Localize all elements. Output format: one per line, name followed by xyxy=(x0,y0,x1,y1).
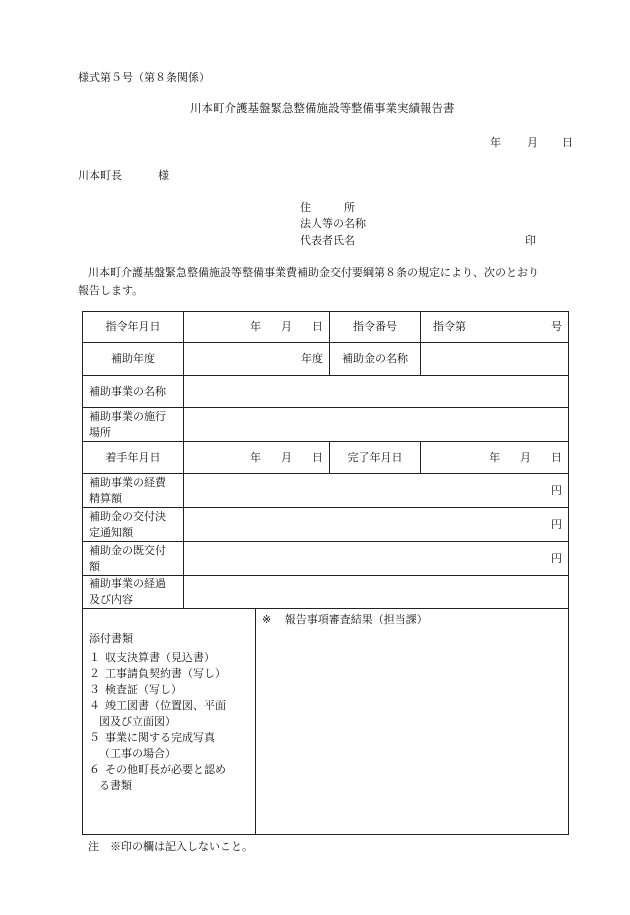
attachment-item-cont: る書類 xyxy=(99,779,132,792)
attachment-item: ３ 検査証（写し） xyxy=(89,683,182,696)
order-number-prefix: 指令第 xyxy=(433,320,466,333)
progress-field[interactable] xyxy=(184,576,569,609)
order-number-suffix: 号 xyxy=(551,320,562,333)
order-date-month: 月 xyxy=(281,320,292,333)
attachments-title: 添付書類 xyxy=(89,632,133,645)
table-row xyxy=(83,542,569,576)
project-name-field[interactable] xyxy=(184,376,569,408)
attachments-cell xyxy=(83,609,256,835)
project-location-label: 補助事業の施行 場所 xyxy=(83,408,184,442)
cost-settlement-field[interactable] xyxy=(184,474,569,508)
representative-label: 代表者氏名 xyxy=(300,234,355,247)
table-row xyxy=(83,442,569,474)
table-row xyxy=(83,408,569,442)
corporation-name-label: 法人等の名称 xyxy=(300,217,366,230)
project-location-field[interactable] xyxy=(184,408,569,442)
body-text-line2: 報告します。 xyxy=(78,284,144,297)
document-title: 川本町介護基盤緊急整備施設等整備事業実績報告書 xyxy=(190,101,455,115)
addressee-name: 川本町長 xyxy=(78,169,122,182)
table-row xyxy=(83,343,569,376)
attachment-item: ４ 竣工図書（位置図、平面 xyxy=(89,699,226,712)
attachment-item: ２ 工事請負契約書（写し） xyxy=(89,667,226,680)
order-date-field[interactable] xyxy=(184,312,330,343)
table-row xyxy=(83,376,569,408)
start-date-field[interactable]: 年 月 日 xyxy=(184,442,330,474)
attachment-item-cont: （工事の場合） xyxy=(99,747,176,760)
end-date-field[interactable]: 年 月 日 xyxy=(421,442,569,474)
table-row xyxy=(83,576,569,609)
yen-unit: 円 xyxy=(551,517,562,531)
fiscal-year-unit: 年度 xyxy=(301,352,323,365)
subsidy-name-field[interactable] xyxy=(421,343,569,376)
fiscal-year-field[interactable] xyxy=(184,343,330,376)
received-amount-field[interactable] xyxy=(184,542,569,576)
form-number: 様式第５号（第８条関係） xyxy=(78,71,210,84)
order-date-label: 指令年月日 xyxy=(83,312,184,343)
table-row xyxy=(83,609,569,835)
date-year: 年 xyxy=(490,136,501,149)
body-text-line1: 川本町介護基盤緊急整備施設等整備事業費補助金交付要綱第８条の規定により、次のとおり xyxy=(88,266,539,279)
attachment-item: １ 収支決算書（見込書） xyxy=(89,651,215,664)
order-date-day: 日 xyxy=(312,320,323,333)
review-result-cell[interactable] xyxy=(256,609,569,835)
date-month: 月 xyxy=(527,136,538,149)
seal-mark: 印 xyxy=(525,234,536,247)
order-number-field[interactable] xyxy=(421,312,569,343)
attachment-item: ６ その他町長が必要と認め xyxy=(89,763,226,776)
notified-amount-label: 補助金の交付決 定通知額 xyxy=(83,508,184,542)
attachment-item-cont: 図及び立面図） xyxy=(99,715,176,728)
review-mark: ※ xyxy=(262,613,272,626)
address-label: 住 所 xyxy=(300,201,355,214)
table-row xyxy=(83,508,569,542)
subsidy-name-label: 補助金の名称 xyxy=(330,343,421,376)
received-amount-label: 補助金の既交付 額 xyxy=(83,542,184,576)
report-table xyxy=(82,311,569,835)
addressee-honorific: 様 xyxy=(158,169,169,182)
cost-settlement-label: 補助事業の経費 精算額 xyxy=(83,474,184,508)
attachment-item: ５ 事業に関する完成写真 xyxy=(89,731,215,744)
order-number-label: 指令番号 xyxy=(330,312,421,343)
progress-label: 補助事業の経過 及び内容 xyxy=(83,576,184,609)
end-date-label: 完了年月日 xyxy=(330,442,421,474)
project-name-label: 補助事業の名称 xyxy=(83,376,184,408)
review-title: 報告事項審査結果（担当課） xyxy=(284,613,428,626)
yen-unit: 円 xyxy=(551,483,562,497)
table-row xyxy=(83,312,569,343)
fiscal-year-label: 補助年度 xyxy=(83,343,184,376)
notified-amount-field[interactable] xyxy=(184,508,569,542)
start-date-label: 着手年月日 xyxy=(83,442,184,474)
yen-unit: 円 xyxy=(551,551,562,565)
footnote: 注 ※印の欄は記入しないこと。 xyxy=(88,840,253,853)
table-row xyxy=(83,474,569,508)
date-day: 日 xyxy=(562,136,573,149)
order-date-year: 年 xyxy=(250,320,261,333)
